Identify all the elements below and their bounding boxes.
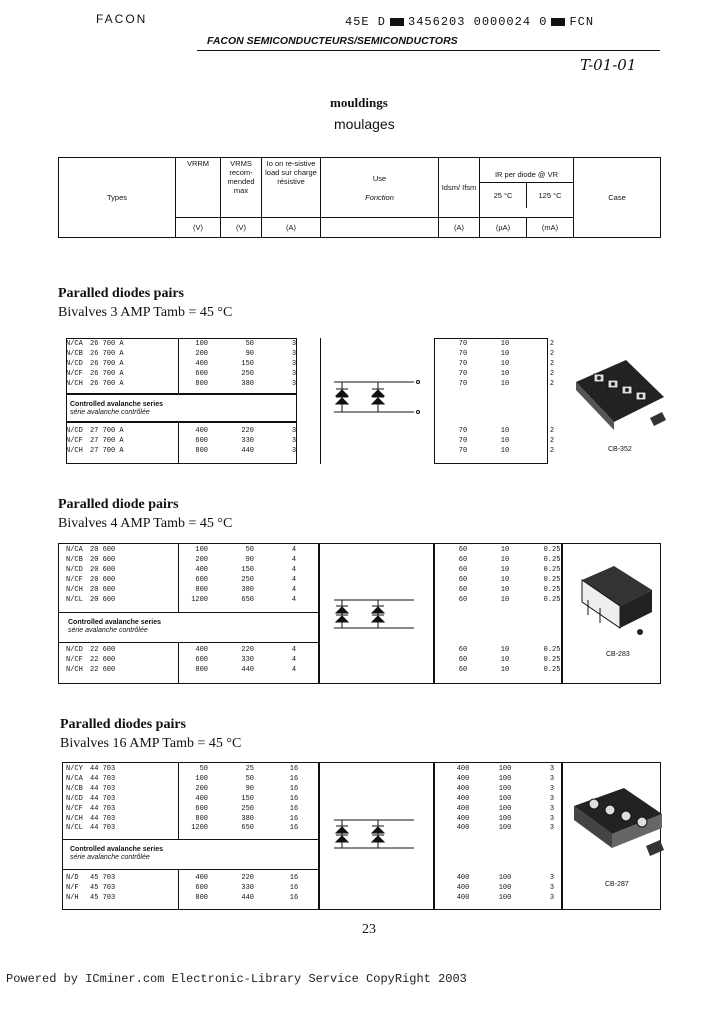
cell-vrrm: 400 (195, 874, 208, 882)
cell-io: 16 (289, 814, 299, 823)
cell-ir125: 3 (549, 804, 555, 813)
section-3-subtitle: Bivalves 16 AMP Tamb = 45 °C (60, 736, 242, 751)
cell-vrrm: 200 (195, 349, 208, 358)
cell-type-prefix: N/CA (66, 774, 83, 783)
cell-io: 4 (291, 585, 297, 594)
cell-io: 3 (291, 379, 297, 388)
table-row (66, 795, 606, 805)
cell-type-code: 26 700 A (90, 379, 124, 388)
cell-vrms: 220 (241, 874, 254, 882)
divider (58, 612, 319, 613)
cell-ir25: 10 (500, 585, 510, 594)
cell-ir125: 3 (549, 874, 555, 882)
col-ir (480, 158, 574, 218)
cell-ifsm: 60 (458, 655, 468, 664)
case-label-2: CB-283 (606, 651, 630, 658)
aval-en: Controlled avalanche series (68, 619, 161, 626)
cell-ir125: 2 (549, 340, 555, 348)
cell-vrms: 440 (241, 893, 254, 902)
cell-vrrm: 800 (195, 585, 208, 594)
cell-vrrm: 800 (195, 379, 208, 388)
cell-type-prefix: N/CD (66, 427, 83, 435)
col-io: Io on re-sistive load sur charge résistive (262, 158, 321, 218)
unit-ir25: (µA) (480, 218, 527, 238)
handwritten-note: T-01-01 (580, 56, 637, 74)
cell-vrms: 150 (241, 794, 254, 803)
cell-vrrm: 100 (195, 340, 208, 348)
cell-ifsm: 400 (456, 824, 470, 833)
header-rule (197, 50, 660, 51)
col-vrms: VRMS recom-mended max (221, 158, 262, 218)
cell-type-prefix: N/CH (66, 379, 83, 388)
cell-type-prefix: N/CH (66, 814, 83, 823)
cell-io: 4 (291, 595, 297, 604)
cell-ifsm: 400 (456, 814, 470, 823)
table-row (66, 427, 606, 437)
cell-vrms: 250 (241, 369, 254, 378)
cell-ir125: 0.25 (543, 555, 561, 564)
cell-ir25: 100 (498, 794, 512, 803)
col-ir-title: IR per diode @ VR (480, 167, 573, 183)
cell-io: 4 (291, 646, 297, 654)
unit-ir125: (mA) (527, 218, 574, 238)
col-vrrm: VRRM (176, 158, 221, 218)
cell-vrms: 440 (241, 446, 254, 455)
unit-ifsm: (A) (439, 218, 480, 238)
cell-ir125: 3 (549, 784, 555, 793)
catalog-code (345, 15, 594, 29)
table-row (66, 350, 606, 360)
cell-vrms: 250 (241, 804, 254, 813)
table-row (66, 656, 606, 666)
cell-ir125: 0.25 (543, 646, 561, 654)
cell-type-code: 44 703 (90, 765, 116, 773)
cell-vrms: 650 (241, 595, 254, 604)
cell-type-prefix: N/CH (66, 446, 83, 455)
cell-ir25: 10 (500, 340, 510, 348)
cell-vrms: 250 (241, 575, 254, 584)
cell-ifsm: 70 (458, 349, 468, 358)
cell-io: 16 (289, 804, 299, 813)
cell-ir125: 2 (549, 359, 555, 368)
table-row (66, 340, 606, 350)
cell-io: 3 (291, 340, 297, 348)
cell-io: 3 (291, 436, 297, 445)
cell-vrms: 330 (241, 883, 254, 892)
table-row (66, 360, 606, 370)
cell-vrms: 25 (245, 765, 254, 773)
cell-ir125: 0.25 (543, 546, 561, 554)
cell-ifsm: 60 (458, 555, 468, 564)
col-ir-125: 125 °C (538, 191, 562, 200)
table-row (66, 447, 606, 457)
company-name: FACON SEMICONDUCTEURS/SEMICONDUCTORS (207, 35, 458, 47)
cell-vrrm: 400 (195, 794, 208, 803)
cell-ir25: 10 (500, 575, 510, 584)
cell-vrms: 50 (245, 340, 254, 348)
cell-ifsm: 60 (458, 585, 468, 594)
divider (62, 869, 319, 870)
cell-io: 16 (289, 883, 299, 892)
cell-ir125: 3 (549, 765, 555, 773)
cell-ir125: 3 (549, 774, 555, 783)
cell-type-prefix: N/CF (66, 436, 83, 445)
cell-type-prefix: N/CB (66, 349, 83, 358)
cell-vrms: 50 (245, 774, 254, 783)
cell-vrrm: 200 (195, 555, 208, 564)
cell-ifsm: 400 (456, 794, 470, 803)
cell-vrrm: 800 (195, 665, 208, 674)
col-use-en: Use (372, 173, 387, 183)
cell-ir25: 100 (498, 814, 512, 823)
cell-vrrm: 1200 (191, 595, 208, 604)
aval-fr: série avalanche contrôlée (70, 409, 150, 416)
cell-vrrm: 600 (195, 369, 208, 378)
cell-vrms: 220 (241, 427, 254, 435)
section-2-title: Paralled diode pairs (58, 497, 179, 512)
unit-vrms: (V) (221, 218, 262, 238)
cell-type-prefix: N/CD (66, 646, 83, 654)
cell-type-prefix: N/D (66, 874, 79, 882)
cell-ir125: 0.25 (543, 565, 561, 574)
cell-ifsm: 70 (458, 359, 468, 368)
cell-vrrm: 800 (195, 893, 208, 902)
cell-ir25: 10 (500, 349, 510, 358)
col-use-fr: Fonction (365, 192, 394, 202)
cell-ir125: 3 (549, 814, 555, 823)
cell-type-prefix: N/CY (66, 765, 83, 773)
col-ifsm: Idsm/ Ifsm (439, 158, 480, 218)
diode-symbol-1 (330, 374, 426, 420)
table-row (66, 666, 606, 676)
cell-io: 3 (291, 349, 297, 358)
cell-ir25: 100 (498, 893, 512, 902)
cell-vrrm: 600 (195, 436, 208, 445)
cell-vrms: 650 (241, 824, 254, 833)
cell-type-prefix: N/CL (66, 824, 83, 833)
cell-ir25: 100 (498, 804, 512, 813)
cell-ir125: 3 (549, 893, 555, 902)
cell-vrrm: 400 (195, 427, 208, 435)
cell-ir25: 10 (500, 665, 510, 674)
cell-ir25: 10 (500, 546, 510, 554)
section-3-aval (70, 846, 163, 862)
table-row (66, 566, 606, 576)
cell-type-code: 45 703 (90, 883, 116, 892)
col-ir-25: 25 °C (480, 183, 527, 208)
cell-type-prefix: N/CB (66, 555, 83, 564)
divider (62, 839, 319, 840)
cell-ifsm: 60 (458, 595, 468, 604)
cell-ir25: 10 (500, 646, 510, 654)
cell-io: 4 (291, 546, 297, 554)
cell-io: 16 (289, 794, 299, 803)
table-row (66, 884, 606, 894)
cell-io: 4 (291, 655, 297, 664)
cell-ir25: 100 (498, 874, 512, 882)
cell-vrms: 90 (245, 555, 254, 564)
section-1-title: Paralled diodes pairs (58, 286, 185, 301)
cell-type-code: 45 703 (90, 874, 116, 882)
cell-vrrm: 100 (195, 546, 208, 554)
cell-vrrm: 50 (199, 765, 208, 773)
cell-type-code: 27 700 A (90, 427, 124, 435)
cell-vrms: 50 (245, 546, 254, 554)
aval-fr: série avalanche contrôlée (70, 854, 150, 861)
col-types: Types (59, 158, 176, 238)
table-row (66, 546, 606, 556)
cell-ifsm: 400 (456, 784, 470, 793)
cell-ir125: 2 (549, 427, 555, 435)
cell-vrms: 90 (245, 349, 254, 358)
cell-ir25: 100 (498, 784, 512, 793)
cell-ifsm: 400 (456, 893, 470, 902)
cell-type-prefix: N/CD (66, 359, 83, 368)
cell-ifsm: 70 (458, 340, 468, 348)
section-2-subtitle: Bivalves 4 AMP Tamb = 45 °C (58, 516, 233, 531)
cell-io: 16 (289, 765, 299, 773)
cell-io: 4 (291, 565, 297, 574)
cell-vrms: 330 (241, 655, 254, 664)
cell-type-code: 26 700 A (90, 359, 124, 368)
cell-ir125: 2 (549, 379, 555, 388)
spec-table-header (58, 157, 661, 238)
cell-type-prefix: N/CA (66, 340, 83, 348)
cell-ir25: 10 (500, 595, 510, 604)
cell-io: 16 (289, 774, 299, 783)
cell-ifsm: 70 (458, 436, 468, 445)
section-1-subtitle: Bivalves 3 AMP Tamb = 45 °C (58, 305, 233, 320)
cell-ifsm: 400 (456, 883, 470, 892)
cell-type-prefix: N/CB (66, 784, 83, 793)
cell-vrms: 150 (241, 359, 254, 368)
cell-ir25: 10 (500, 379, 510, 388)
col-case: Case (574, 158, 661, 238)
cell-type-code: 22 600 (90, 646, 116, 654)
cell-io: 4 (291, 555, 297, 564)
cell-type-code: 27 700 A (90, 446, 124, 455)
cell-type-code: 44 703 (90, 804, 116, 813)
code-part-3: FCN (569, 15, 595, 29)
cell-ifsm: 70 (458, 446, 468, 455)
cell-ifsm: 60 (458, 546, 468, 554)
cell-type-prefix: N/CD (66, 565, 83, 574)
cell-type-prefix: N/F (66, 883, 79, 892)
cell-vrrm: 1200 (191, 824, 208, 833)
cell-ir125: 0.25 (543, 665, 561, 674)
cell-type-code: 20 600 (90, 546, 116, 554)
table-row (66, 556, 606, 566)
cell-ifsm: 60 (458, 665, 468, 674)
cell-ir25: 10 (500, 565, 510, 574)
cell-ifsm: 60 (458, 565, 468, 574)
cell-io: 16 (289, 874, 299, 882)
divider (58, 642, 319, 643)
cell-vrms: 150 (241, 565, 254, 574)
table-row (66, 894, 606, 904)
cell-ir25: 10 (500, 555, 510, 564)
case-label-3: CB-287 (605, 881, 629, 888)
page-number: 23 (362, 922, 376, 937)
cell-vrms: 90 (245, 784, 254, 793)
cell-type-prefix: N/CL (66, 595, 83, 604)
cell-type-prefix: N/CD (66, 794, 83, 803)
unit-io: (A) (262, 218, 321, 238)
cell-ir25: 100 (498, 883, 512, 892)
cell-vrms: 380 (241, 814, 254, 823)
table-row (66, 576, 606, 586)
cell-vrrm: 200 (195, 784, 208, 793)
case-image-2 (574, 560, 660, 640)
cell-ir125: 2 (549, 349, 555, 358)
cell-ifsm: 70 (458, 427, 468, 435)
cell-type-code: 45 703 (90, 893, 116, 902)
aval-en: Controlled avalanche series (70, 401, 163, 408)
cell-type-code: 27 700 A (90, 436, 124, 445)
cell-type-code: 20 600 (90, 595, 116, 604)
cell-ir125: 0.25 (543, 575, 561, 584)
cell-type-code: 26 700 A (90, 369, 124, 378)
page-subtitle: moulages (334, 116, 395, 132)
cell-vrrm: 800 (195, 446, 208, 455)
page-title: mouldings (330, 95, 388, 110)
cell-ir25: 10 (500, 436, 510, 445)
cell-type-prefix: N/CF (66, 655, 83, 664)
cell-type-code: 22 600 (90, 665, 116, 674)
brand-name: FACON (96, 12, 148, 26)
cell-type-code: 44 703 (90, 774, 116, 783)
cell-ir25: 10 (500, 446, 510, 455)
cell-ir125: 3 (549, 794, 555, 803)
table-row (66, 646, 606, 656)
cell-ir125: 2 (549, 446, 555, 455)
cell-type-code: 20 600 (90, 565, 116, 574)
cell-ifsm: 400 (456, 874, 470, 882)
footer-credit: Powered by ICminer.com Electronic-Library Service CopyRight 2003 (6, 972, 467, 986)
cell-io: 4 (291, 665, 297, 674)
table-row (66, 785, 606, 795)
cell-vrrm: 600 (195, 883, 208, 892)
cell-ir25: 100 (498, 824, 512, 833)
cell-ifsm: 400 (456, 804, 470, 813)
case-label-1: CB-352 (608, 446, 632, 453)
cell-ir125: 3 (549, 824, 555, 833)
cell-ifsm: 60 (458, 646, 468, 654)
cell-type-code: 44 703 (90, 824, 116, 833)
cell-io: 16 (289, 893, 299, 902)
cell-vrrm: 800 (195, 814, 208, 823)
diode-symbol-3 (330, 814, 426, 854)
cell-type-code: 20 600 (90, 555, 116, 564)
cell-type-code: 26 700 A (90, 340, 124, 348)
table-row (66, 874, 606, 884)
unit-use (321, 218, 439, 238)
col-use (321, 158, 439, 218)
cell-ir25: 10 (500, 359, 510, 368)
cell-type-code: 20 600 (90, 575, 116, 584)
cell-io: 3 (291, 359, 297, 368)
cell-type-code: 22 600 (90, 655, 116, 664)
cell-type-code: 44 703 (90, 784, 116, 793)
section-1-aval (70, 401, 163, 417)
cell-type-prefix: N/CF (66, 369, 83, 378)
cell-vrms: 380 (241, 379, 254, 388)
cell-type-code: 44 703 (90, 794, 116, 803)
cell-type-prefix: N/CF (66, 804, 83, 813)
cell-ir125: 2 (549, 369, 555, 378)
cell-ifsm: 400 (456, 774, 470, 783)
cell-vrrm: 100 (195, 774, 208, 783)
cell-type-prefix: N/CA (66, 546, 83, 554)
cell-type-code: 44 703 (90, 814, 116, 823)
cell-ifsm: 70 (458, 379, 468, 388)
cell-io: 16 (289, 824, 299, 833)
section-2-aval (68, 619, 161, 635)
cell-ir25: 10 (500, 427, 510, 435)
cell-vrms: 440 (241, 665, 254, 674)
cell-type-code: 20 600 (90, 585, 116, 594)
case-image-3 (568, 784, 664, 868)
cell-ir125: 3 (549, 883, 555, 892)
cell-vrrm: 600 (195, 655, 208, 664)
cell-vrrm: 600 (195, 804, 208, 813)
code-part-2: 3456203 0000024 0 (408, 15, 548, 29)
cell-vrrm: 600 (195, 575, 208, 584)
diode-symbol-2 (330, 594, 426, 634)
table-row (66, 775, 606, 785)
case-image-1 (566, 352, 666, 442)
cell-vrms: 330 (241, 436, 254, 445)
aval-fr: série avalanche contrôlée (68, 627, 148, 634)
cell-vrrm: 400 (195, 565, 208, 574)
cell-vrms: 220 (241, 646, 254, 654)
cell-ir25: 10 (500, 655, 510, 664)
cell-io: 16 (289, 784, 299, 793)
section-3-title: Paralled diodes pairs (60, 717, 187, 732)
code-part-1: 45E D (345, 15, 387, 29)
table-row (66, 437, 606, 447)
cell-vrms: 380 (241, 585, 254, 594)
cell-io: 3 (291, 446, 297, 455)
cell-ir25: 10 (500, 369, 510, 378)
aval-en: Controlled avalanche series (70, 846, 163, 853)
cell-ir25: 100 (498, 765, 512, 773)
cell-type-prefix: N/CH (66, 665, 83, 674)
cell-type-prefix: N/H (66, 893, 79, 902)
unit-vrrm: (V) (176, 218, 221, 238)
cell-ifsm: 60 (458, 575, 468, 584)
cell-ir25: 100 (498, 774, 512, 783)
cell-ifsm: 400 (456, 765, 470, 773)
cell-ir125: 0.25 (543, 595, 561, 604)
cell-ir125: 0.25 (543, 655, 561, 664)
cell-vrrm: 400 (195, 359, 208, 368)
cell-type-code: 26 700 A (90, 349, 124, 358)
cell-type-prefix: N/CF (66, 575, 83, 584)
cell-io: 4 (291, 575, 297, 584)
cell-ir125: 2 (549, 436, 555, 445)
cell-ifsm: 70 (458, 369, 468, 378)
cell-io: 3 (291, 427, 297, 435)
cell-vrrm: 400 (195, 646, 208, 654)
cell-ir125: 0.25 (543, 585, 561, 594)
cell-type-prefix: N/CH (66, 585, 83, 594)
cell-io: 3 (291, 369, 297, 378)
table-row (66, 765, 606, 775)
